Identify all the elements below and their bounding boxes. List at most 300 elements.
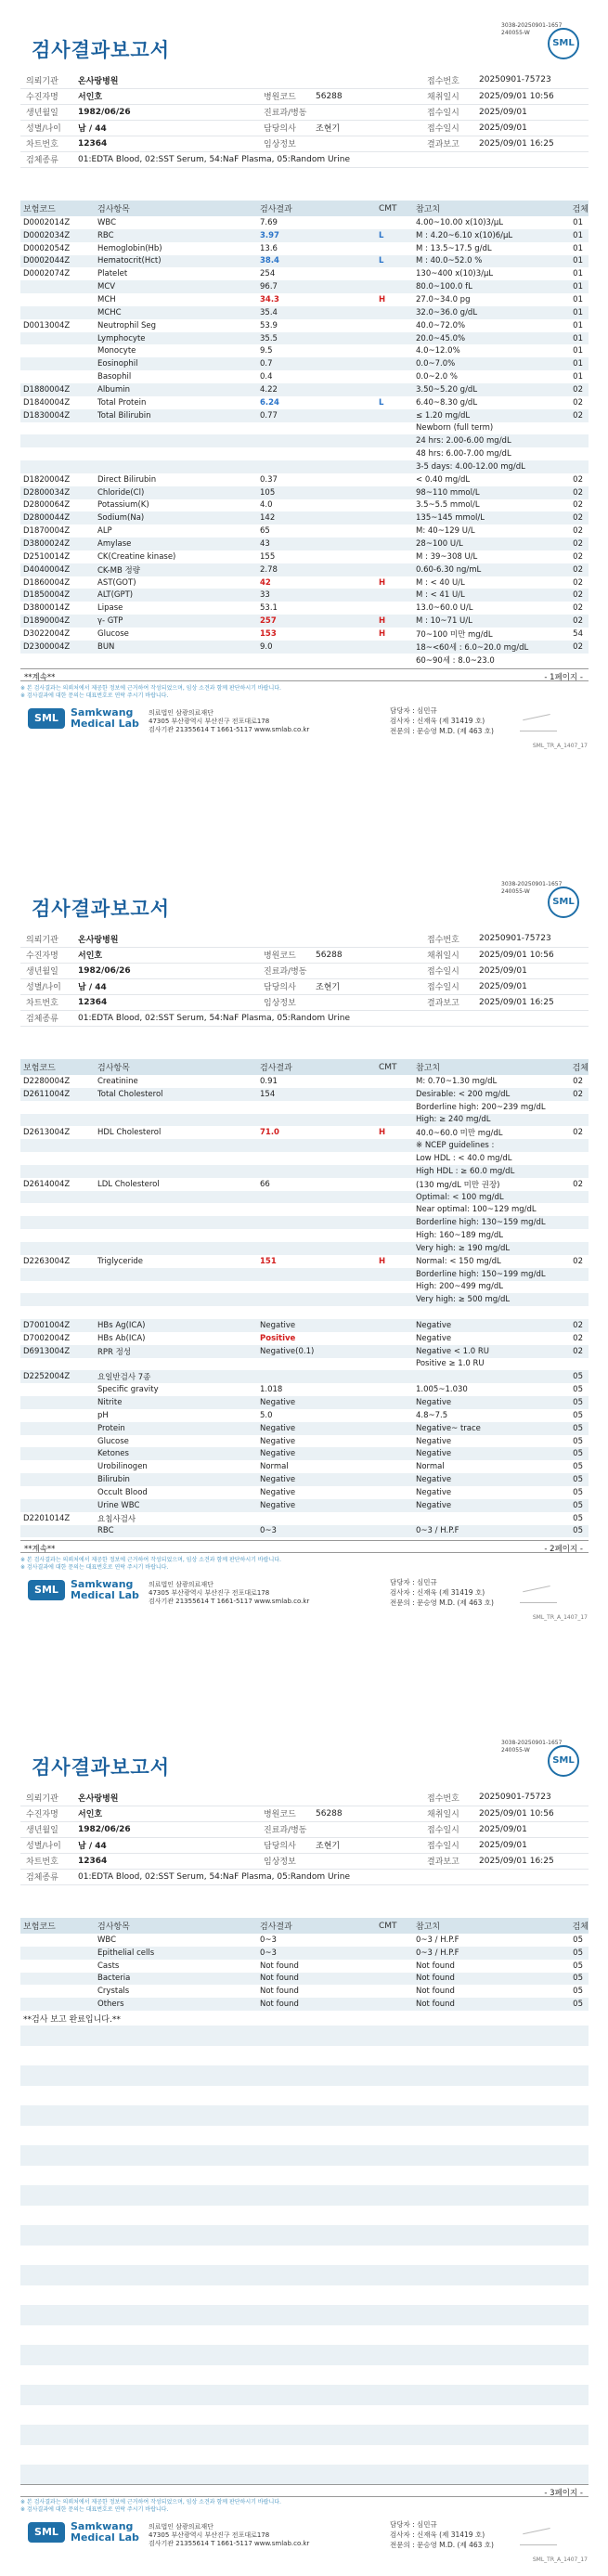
insurance-code: [20, 654, 95, 667]
test-item: [95, 1229, 257, 1242]
info-value: 서인호: [72, 947, 258, 963]
specimen-code: 05: [562, 1396, 589, 1409]
info-value: 조현기: [310, 978, 421, 994]
info-value: 2025/09/01: [473, 963, 589, 978]
info-value: 56288: [310, 1806, 421, 1821]
info-label: 의뢰기관: [20, 72, 72, 88]
result-flag: [376, 602, 413, 615]
insurance-code: D1840004Z: [23, 397, 71, 408]
test-result: Positive: [260, 1333, 296, 1343]
table-row: [20, 1358, 589, 1371]
reference-range: Low HDL : < 40.0 mg/dL: [416, 1153, 512, 1163]
table-row: [20, 563, 589, 576]
test-result: 7.69: [260, 217, 278, 227]
test-item: [95, 1293, 257, 1306]
table-row: [20, 1126, 589, 1139]
info-value: [310, 136, 421, 151]
reference-range: 0~3 / H.P.F: [416, 1935, 459, 1945]
info-value: 조현기: [310, 120, 421, 136]
test-result: 0.4: [260, 372, 273, 382]
insurance-code: D2300004Z: [20, 641, 95, 654]
test-item: [95, 1203, 257, 1216]
reference-range: < 0.40 mg/dL: [416, 474, 471, 485]
info-label: [258, 1790, 310, 1806]
info-value: 2025/09/01 10:56: [473, 88, 589, 104]
table-header: [20, 1918, 589, 1934]
test-result: 0.91: [260, 1076, 278, 1086]
info-label: 결과보고: [421, 994, 473, 1010]
insurance-code: [20, 1242, 95, 1255]
reference-range: (130 mg/dL 미만 권장): [416, 1180, 500, 1190]
column-header-result: 검사결과: [257, 1059, 376, 1075]
reference-range: 32.0~36.0 g/dL: [413, 306, 562, 319]
column-header-cmt: CMT: [376, 1059, 413, 1075]
specimen-code: 02: [573, 1076, 583, 1086]
column-header-item: 검사항목: [95, 201, 257, 216]
table-row: [20, 1332, 589, 1345]
test-result: 43: [257, 537, 376, 550]
insurance-code: D0002034Z: [20, 229, 95, 242]
result-flag: [376, 242, 413, 255]
info-value: 서인호: [72, 1806, 258, 1821]
specimen-code: 54: [573, 628, 583, 639]
insurance-code: [20, 1396, 95, 1409]
info-label: 채취일시: [421, 1806, 473, 1821]
insurance-code: D2263004Z: [23, 1256, 71, 1266]
info-row: [20, 994, 589, 1010]
result-flag: [376, 460, 413, 473]
result-flag: [376, 473, 413, 486]
continued-bar: [20, 1540, 589, 1553]
insurance-code: [20, 1306, 95, 1319]
logo-name: [71, 2521, 139, 2544]
reference-range: Normal: < 150 mg/dL: [416, 1256, 501, 1266]
signature-line: 전문의 : 문승영 M.D. (제 463 호): [390, 726, 494, 735]
test-item: [95, 1358, 257, 1371]
reference-range: High: 200~499 mg/dL: [416, 1282, 504, 1292]
reference-range: Negative: [413, 1499, 562, 1512]
insurance-code: D0002074Z: [23, 269, 71, 279]
result-flag: [376, 267, 413, 280]
reference-range: Negative: [416, 1436, 452, 1446]
signatures: [390, 1577, 494, 1608]
reference-range: M : 39~308 U/L: [416, 551, 478, 562]
test-item: RBC: [95, 1525, 257, 1538]
table-row: [20, 654, 589, 667]
test-item: MCV: [95, 280, 257, 293]
result-flag: [376, 1973, 413, 1986]
specimen-code: 01: [562, 255, 589, 268]
table-row: [20, 1088, 589, 1101]
specimen-code: [562, 1306, 589, 1319]
logo-name: [71, 1579, 139, 1601]
result-flag: L: [379, 397, 384, 408]
result-flag: [376, 1229, 413, 1242]
test-result: Negative: [257, 1447, 376, 1460]
barcode-text: 240055-W: [501, 30, 530, 36]
result-flag: [376, 1345, 413, 1358]
info-row: [20, 120, 589, 136]
table-row: [20, 499, 589, 512]
table-row: [20, 589, 589, 602]
specimen-code: [562, 1268, 589, 1281]
info-label: 검체종류: [20, 1010, 72, 1026]
result-flag: [376, 1293, 413, 1306]
info-label: 접수일시: [421, 1821, 473, 1837]
specimen-code: 05: [573, 1935, 583, 1945]
signature-line: 담당자 : 심민규: [390, 2520, 437, 2529]
sml-logo-icon: SML: [548, 887, 579, 918]
signature-line: 검사자 : 신재욱 (제 31419 호): [390, 716, 485, 725]
table-row: [20, 1242, 589, 1255]
insurance-code: D0002054Z: [23, 243, 71, 253]
result-flag: [376, 563, 413, 576]
info-row-specimen: [20, 1869, 589, 1884]
insurance-code: [20, 1191, 95, 1204]
insurance-code: D1890004Z: [20, 615, 95, 628]
specimen-code: 02: [562, 537, 589, 550]
result-flag: [376, 383, 413, 396]
info-row: [20, 104, 589, 120]
insurance-code: D2201014Z: [23, 1513, 71, 1523]
test-item: Total Bilirubin: [95, 409, 257, 422]
test-result: [257, 1216, 376, 1229]
test-result: Not found: [257, 1998, 376, 2011]
test-item: Hemoglobin(Hb): [97, 243, 162, 253]
reference-range: 20.0~45.0%: [413, 332, 562, 345]
insurance-code: [20, 1960, 95, 1973]
notice-text: [20, 685, 281, 700]
test-result: [257, 1358, 376, 1371]
empty-row: [20, 2445, 589, 2466]
test-item: AST(GOT): [97, 577, 136, 588]
test-result: [257, 1229, 376, 1242]
reference-range: 1.005~1.030: [416, 1385, 468, 1395]
specimen-code: [562, 422, 589, 435]
logo-name-line: Medical Lab: [71, 2531, 139, 2544]
result-flag: [376, 1268, 413, 1281]
insurance-code: D2800064Z: [23, 500, 71, 511]
insurance-code: D3022004Z: [23, 628, 71, 639]
info-label: 차트번호: [20, 994, 72, 1010]
reference-range: Very high: ≥ 500 mg/dL: [413, 1293, 562, 1306]
reference-range: ≤ 1.20 mg/dL: [413, 409, 562, 422]
info-value: 2025/09/01 10:56: [473, 1806, 589, 1821]
empty-row: [20, 2026, 589, 2046]
test-result: Negative: [257, 1499, 376, 1512]
table-row: [20, 216, 589, 229]
info-label: 접수일시: [421, 1837, 473, 1853]
test-result: [257, 460, 376, 473]
info-value: [310, 104, 421, 120]
test-item: Monocyte: [97, 346, 136, 356]
test-item: LDL Cholesterol: [97, 1179, 160, 1189]
form-code: SML_TR_A_1407_17: [532, 1613, 588, 1621]
specimen-code: 02: [573, 1256, 583, 1266]
test-result: [257, 1293, 376, 1306]
result-flag: [376, 1114, 413, 1127]
specimen-code: 02: [573, 526, 583, 537]
test-result: Not found: [260, 1987, 299, 1997]
test-item: [95, 654, 257, 667]
reference-range: ※ NCEP guidelines :: [413, 1139, 562, 1152]
table-row: [20, 576, 589, 589]
test-item: Neutrophil Seg: [97, 320, 157, 330]
info-label: 검체종류: [20, 151, 72, 167]
logo-name-line: Samkwang: [71, 2520, 134, 2532]
test-item: [95, 1101, 257, 1114]
specimen-code: 02: [562, 486, 589, 499]
info-label: 접수번호: [421, 72, 473, 88]
table-row: [20, 1319, 589, 1332]
insurance-code: [20, 1486, 95, 1499]
result-flag: [376, 1075, 413, 1088]
reference-range: Negative~ trace: [413, 1422, 562, 1435]
test-item: Ketones: [95, 1447, 257, 1460]
specimen-code: 01: [573, 346, 583, 356]
test-result: [257, 654, 376, 667]
sml-logo-icon: SML: [28, 708, 65, 729]
result-flag: [376, 1525, 413, 1538]
test-result: [257, 1139, 376, 1152]
test-item: Nitrite: [95, 1396, 257, 1409]
info-label: 성별/나이: [20, 1837, 72, 1853]
table-row: [20, 344, 589, 357]
specimen-code: 01: [573, 269, 583, 279]
test-result: 1.018: [260, 1385, 283, 1395]
reference-range: Not found: [416, 1961, 455, 1971]
insurance-code: D1880004Z: [20, 383, 95, 396]
test-result: Negative: [257, 1422, 376, 1435]
test-result: 0.7: [257, 357, 376, 370]
test-item: Eosinophil: [95, 357, 257, 370]
insurance-code: [20, 460, 95, 473]
info-label: 진료과/병동: [258, 963, 310, 978]
table-row: [20, 1293, 589, 1306]
test-item: Platelet: [97, 269, 128, 279]
test-result: 66: [260, 1179, 270, 1189]
reference-range: Newborn (full term): [416, 423, 494, 434]
result-flag: [376, 1152, 413, 1165]
insurance-code: D2280004Z: [23, 1076, 71, 1086]
test-result: 13.6: [260, 243, 278, 253]
insurance-code: [20, 1216, 95, 1229]
insurance-code: [20, 1447, 95, 1460]
reference-range: [413, 1306, 562, 1319]
table-row: [20, 293, 589, 306]
specimen-code: 05: [562, 1973, 589, 1986]
info-label: [258, 72, 310, 88]
test-result: 53.1: [260, 603, 278, 614]
insurance-code: [20, 1473, 95, 1486]
empty-table-area: [20, 2026, 589, 2485]
column-header-item: 검사항목: [95, 1918, 257, 1934]
test-item: MCH: [97, 294, 116, 304]
insurance-code: [20, 293, 95, 306]
report-complete-text: **검사 보고 완료입니다.**: [23, 2015, 121, 2026]
result-flag: [376, 1998, 413, 2011]
notice-line: ※ 본 검사결과는 의뢰처에서 제공한 정보에 근거하여 작성되었으며, 임상 소견과 함께 판단하시기 바랍니다.: [20, 684, 281, 692]
test-item: Bacteria: [95, 1973, 257, 1986]
test-item: RPR 정성: [95, 1345, 257, 1358]
form-code: SML_TR_A_1407_17: [532, 742, 588, 749]
reference-range: M : < 41 U/L: [413, 589, 562, 602]
info-value: 2025/09/01: [473, 1821, 589, 1837]
reference-range: High HDL : ≥ 60.0 mg/dL: [413, 1165, 562, 1178]
test-item: Lipase: [97, 603, 123, 614]
patient-info-table: [20, 72, 589, 168]
test-item: [95, 1242, 257, 1255]
test-result: [257, 1268, 376, 1281]
test-result: 153: [260, 628, 277, 639]
test-result: 0.77: [257, 409, 376, 422]
specimen-code: 02: [573, 551, 583, 562]
specimen-code: 02: [562, 409, 589, 422]
test-result: 5.0: [260, 1410, 273, 1420]
table-row: [20, 306, 589, 319]
reference-range: Negative: [413, 1473, 562, 1486]
insurance-code: [20, 1281, 95, 1294]
specimen-code: 02: [573, 397, 583, 408]
info-label: 병원코드: [258, 1806, 310, 1821]
results-table: [20, 1918, 589, 2011]
info-row: [20, 1790, 589, 1806]
result-flag: [376, 344, 413, 357]
insurance-code: [20, 357, 95, 370]
lab-address: [149, 2523, 309, 2548]
result-flag: [376, 641, 413, 654]
test-result: 155: [260, 551, 276, 562]
insurance-code: [20, 1499, 95, 1512]
info-label: 접수번호: [421, 931, 473, 947]
notice-line: ※ 검사결과에 대한 문의는 대표번호로 연락 주시기 바랍니다.: [20, 692, 169, 699]
test-item: Urine WBC: [95, 1499, 257, 1512]
barcode-text: 240055-W: [501, 888, 530, 895]
address-line: 47305 부산광역시 부산진구 전포대로178: [149, 2531, 270, 2539]
result-flag: [376, 1139, 413, 1152]
info-value: 12364: [72, 136, 258, 151]
reference-range: 4.00~10.00 x(10)3/μL: [416, 217, 503, 227]
address-line: 47305 부산광역시 부산진구 전포대로178: [149, 717, 270, 725]
reference-range: Not found: [413, 1998, 562, 2011]
address-line: 의료법인 삼광의료재단: [149, 708, 213, 717]
specimen-code: 01: [573, 217, 583, 227]
test-result: 4.22: [257, 383, 376, 396]
insurance-code: [20, 1422, 95, 1435]
empty-row: [20, 2425, 589, 2445]
info-value: 조현기: [310, 1837, 421, 1853]
table-row: [20, 460, 589, 473]
insurance-code: [20, 1973, 95, 1986]
test-result: 0~3: [260, 1935, 277, 1945]
info-label: 결과보고: [421, 136, 473, 151]
result-flag: [376, 422, 413, 435]
test-result: 105: [257, 486, 376, 499]
specimen-code: 05: [573, 1385, 583, 1395]
reference-range: Not found: [416, 1987, 455, 1997]
reference-range: M : 40.0~52.0 %: [413, 255, 562, 268]
specimen-code: 02: [573, 603, 583, 614]
notice-line: ※ 검사결과에 대한 문의는 대표번호로 연락 주시기 바랍니다.: [20, 2506, 169, 2513]
test-item: [95, 1165, 257, 1178]
result-flag: [376, 319, 413, 332]
result-flag: [376, 589, 413, 602]
signature-mark: [520, 711, 557, 731]
result-flag: [376, 511, 413, 524]
table-row: [20, 1345, 589, 1358]
signatures: [390, 705, 494, 736]
form-code: SML_TR_A_1407_17: [532, 2557, 588, 2563]
column-header-ref: 참고치: [413, 201, 562, 216]
reference-range: Near optimal: 100~129 mg/dL: [416, 1205, 537, 1215]
table-row: [20, 1934, 589, 1947]
table-row: [20, 511, 589, 524]
specimen-code: 02: [573, 1333, 583, 1343]
continued-text: **계속**: [24, 1544, 56, 1554]
info-label: 임상정보: [258, 1853, 310, 1869]
test-item: [95, 1114, 257, 1127]
empty-row: [20, 2105, 589, 2126]
table-row: [20, 615, 589, 628]
specimen-code: [562, 1216, 589, 1229]
result-flag: [376, 409, 413, 422]
info-value: 2025/09/01 16:25: [473, 136, 589, 151]
test-result: [257, 1203, 376, 1216]
test-item: [95, 434, 257, 447]
column-header-specimen: 검체: [562, 201, 589, 216]
result-flag: [376, 550, 413, 563]
report-title: 검사결과보고서: [32, 898, 171, 920]
barcode-text: 3038-20250901-1657: [501, 881, 563, 887]
specimen-code: [562, 1114, 589, 1127]
result-flag: [376, 1319, 413, 1332]
insurance-code: D1830004Z: [20, 409, 95, 422]
info-row: [20, 978, 589, 994]
results-table: [20, 201, 589, 667]
reference-range: Negative: [416, 1333, 452, 1343]
test-result: 71.0: [260, 1128, 279, 1138]
insurance-code: D7002004Z: [23, 1333, 71, 1343]
insurance-code: D4040004Z: [20, 563, 95, 576]
specimen-code: [562, 1191, 589, 1204]
reference-range: Normal: [416, 1462, 445, 1472]
reference-range: Negative: [413, 1396, 562, 1409]
table-row: [20, 1216, 589, 1229]
specimen-code: 02: [562, 511, 589, 524]
test-result: [257, 1101, 376, 1114]
table-row: [20, 409, 589, 422]
test-result: [257, 1306, 376, 1319]
page-number: - 1페이지 -: [544, 672, 583, 682]
insurance-code: D2611004Z: [20, 1088, 95, 1101]
result-flag: [376, 447, 413, 460]
table-row: [20, 396, 589, 409]
result-flag: [376, 1178, 413, 1191]
test-result: 42: [260, 577, 271, 588]
specimen-code: 02: [562, 589, 589, 602]
reference-range: [413, 1370, 562, 1383]
info-value: [310, 1790, 421, 1806]
table-row: [20, 1268, 589, 1281]
result-flag: [376, 1191, 413, 1204]
table-row: [20, 1306, 589, 1319]
column-header-item: 검사항목: [95, 1059, 257, 1075]
insurance-code: [20, 434, 95, 447]
test-item: CK(Creatine kinase): [97, 551, 176, 562]
insurance-code: [20, 1229, 95, 1242]
reference-range: 0~3 / H.P.F: [413, 1947, 562, 1960]
test-item: Hematocrit(Hct): [95, 255, 257, 268]
